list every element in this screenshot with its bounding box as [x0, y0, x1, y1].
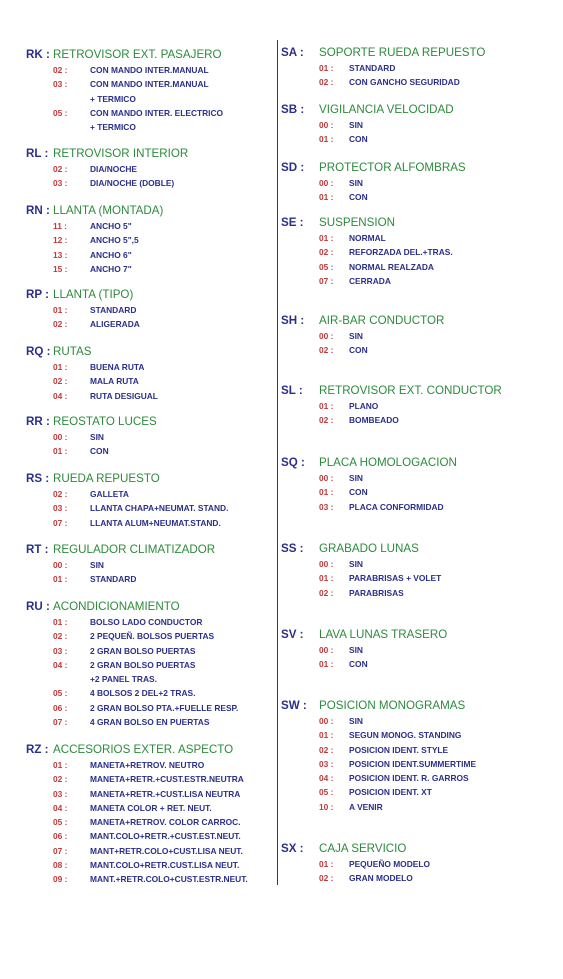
option-item — [26, 248, 163, 262]
option-description: CON — [349, 659, 368, 670]
section-title: RETROVISOR EXT. PASAJERO — [53, 48, 222, 61]
option-item — [281, 231, 453, 245]
option-code: 01 : — [319, 487, 334, 498]
section-heading — [281, 699, 476, 712]
option-code: 04 : — [53, 659, 68, 670]
section-heading — [281, 842, 430, 855]
option-item — [26, 758, 248, 772]
section-code: RP : — [26, 288, 49, 301]
option-code: 02 : — [319, 873, 334, 884]
option-item — [26, 303, 140, 317]
option-code: 00 : — [319, 559, 334, 569]
section-heading — [281, 628, 447, 641]
option-code: 01 : — [319, 659, 334, 670]
section-title: ACCESORIOS EXTER. ASPECTO — [53, 743, 234, 756]
option-item — [26, 63, 223, 77]
option-description: GRAN MODELO — [349, 873, 413, 884]
option-description: SIN — [349, 331, 363, 341]
section-code: SD : — [281, 161, 305, 174]
section-code: SX : — [281, 842, 304, 855]
option-description: 4 BOLSOS 2 DEL+2 TRAS. — [90, 688, 196, 699]
option-code: 03 : — [53, 645, 68, 656]
section-heading — [281, 46, 485, 59]
option-code: 00 : — [319, 716, 334, 726]
option-code: 02 : — [53, 376, 68, 387]
option-description: CON MANDO INTER.MANUAL — [90, 79, 209, 90]
option-description: MANETA+RETROV. NEUTRO — [90, 760, 205, 770]
option-item — [281, 132, 454, 146]
option-description: PEQUEÑO MODELO — [349, 859, 430, 869]
section-code: RS : — [26, 472, 50, 485]
section-heading — [26, 147, 188, 160]
section-title: RUTAS — [53, 345, 92, 358]
option-section — [281, 46, 485, 90]
option-description: CON MANDO INTER.MANUAL — [90, 65, 209, 75]
option-description: CERRADA — [349, 275, 391, 286]
option-code: 01 : — [319, 192, 334, 203]
section-heading — [26, 543, 215, 556]
option-description: BUENA RUTA — [90, 362, 145, 372]
option-description: + TERMICO — [90, 122, 136, 133]
option-item — [281, 657, 447, 671]
option-description: CON — [349, 134, 368, 145]
section-code: SV : — [281, 628, 304, 641]
section-code: RN : — [26, 204, 50, 217]
option-description: ANCHO 5",5 — [90, 235, 139, 246]
option-code: 04 : — [53, 390, 68, 401]
option-item — [281, 245, 453, 259]
option-description: CON — [349, 345, 368, 356]
option-section — [281, 628, 447, 672]
option-description: ANCHO 6" — [90, 249, 132, 260]
option-item — [26, 389, 158, 403]
option-item — [26, 672, 238, 686]
option-code: 01 : — [53, 760, 68, 770]
option-description: SIN — [349, 473, 363, 483]
section-title: AIR-BAR CONDUCTOR — [319, 314, 445, 327]
section-title: CAJA SERVICIO — [319, 842, 407, 855]
option-description: POSICION IDENT. STYLE — [349, 744, 449, 755]
option-code: 02 : — [53, 319, 68, 330]
option-code: 01 : — [53, 446, 68, 457]
option-code: 01 : — [319, 859, 334, 869]
option-section — [281, 384, 502, 428]
option-item — [26, 629, 238, 643]
option-code: 00 : — [319, 473, 334, 483]
option-item — [26, 872, 248, 886]
option-item — [26, 233, 163, 247]
option-code: 02 : — [319, 345, 334, 356]
option-description: LLANTA CHAPA+NEUMAT. STAND. — [90, 503, 229, 514]
option-code: 07 : — [53, 517, 68, 528]
option-code: 06 : — [53, 831, 68, 842]
option-description: MALA RUTA — [90, 376, 139, 387]
section-code: SE : — [281, 216, 304, 229]
option-item — [281, 643, 447, 657]
option-item — [26, 77, 223, 91]
section-heading — [26, 415, 157, 428]
option-description: STANDARD — [90, 574, 137, 585]
option-description: 2 GRAN BOLSO PUERTAS — [90, 645, 196, 656]
option-code: 15 : — [53, 263, 68, 274]
option-item — [281, 743, 476, 757]
section-code: RK : — [26, 48, 50, 61]
option-code: 03 : — [53, 79, 68, 90]
option-item — [281, 413, 502, 427]
option-item — [26, 120, 223, 134]
option-item — [26, 715, 238, 729]
option-code: 03 : — [53, 178, 68, 189]
option-code: 00 : — [319, 331, 334, 341]
option-code: 04 : — [53, 802, 68, 813]
option-description: 2 GRAN BOLSO PUERTAS — [90, 659, 196, 670]
option-item — [281, 857, 430, 871]
option-description: NORMAL REALZADA — [349, 261, 434, 272]
section-heading — [26, 48, 223, 61]
option-code: 02 : — [319, 744, 334, 755]
option-description: POSICION IDENT. XT — [349, 787, 432, 798]
option-code: 07 : — [53, 845, 68, 856]
option-item — [26, 686, 238, 700]
section-code: RL : — [26, 147, 49, 160]
option-code: 12 : — [53, 235, 68, 246]
option-section — [26, 743, 248, 887]
option-item — [26, 162, 188, 176]
option-code: 09 : — [53, 874, 68, 885]
option-code: 02 : — [53, 65, 68, 75]
section-heading — [26, 204, 163, 217]
option-item — [26, 487, 228, 501]
option-description: MANT.COLO+RETR.CUST.LISA NEUT. — [90, 860, 240, 871]
option-code: 01 : — [319, 730, 334, 741]
option-description: MANT+RETR.COLO+CUST.LISA NEUT. — [90, 845, 243, 856]
section-title: GRABADO LUNAS — [319, 542, 419, 555]
option-code: 01 : — [53, 305, 68, 315]
option-item — [26, 787, 248, 801]
option-description: ALIGERADA — [90, 319, 140, 330]
option-code: 02 : — [53, 774, 68, 785]
option-item — [281, 557, 441, 571]
option-item — [281, 728, 476, 742]
option-item — [26, 374, 158, 388]
option-item — [281, 329, 444, 343]
section-title: PROTECTOR ALFOMBRAS — [319, 161, 466, 174]
option-item — [26, 844, 248, 858]
option-description: SIN — [349, 559, 363, 569]
section-heading — [26, 345, 158, 358]
option-section — [26, 600, 238, 729]
section-title: SUSPENSION — [319, 216, 396, 229]
option-section — [26, 147, 188, 191]
option-description: DIA/NOCHE — [90, 164, 137, 174]
option-item — [26, 772, 248, 786]
section-heading — [281, 542, 441, 555]
option-item — [281, 771, 476, 785]
option-code: 10 : — [319, 801, 334, 812]
section-heading — [281, 384, 502, 397]
option-description: BOLSO LADO CONDUCTOR — [90, 617, 203, 627]
option-section — [26, 472, 228, 530]
option-code: 02 : — [319, 415, 334, 426]
option-description: STANDARD — [90, 305, 137, 315]
option-description: CON — [349, 192, 368, 203]
section-code: SQ : — [281, 456, 305, 469]
option-item — [26, 219, 163, 233]
option-item — [281, 471, 457, 485]
section-code: SW : — [281, 699, 307, 712]
column-divider — [277, 40, 278, 885]
option-item — [26, 829, 248, 843]
option-code: 08 : — [53, 860, 68, 871]
section-title: REGULADOR CLIMATIZADOR — [53, 543, 216, 556]
option-code: 00 : — [319, 120, 334, 130]
option-description: CON — [90, 446, 109, 457]
option-item — [26, 176, 188, 190]
option-item — [26, 644, 238, 658]
option-description: SIN — [90, 432, 104, 442]
option-description: GALLETA — [90, 489, 129, 499]
option-section — [26, 345, 158, 403]
option-section — [26, 204, 163, 276]
section-heading — [26, 600, 238, 613]
option-section — [26, 543, 215, 587]
option-code: 01 : — [53, 574, 68, 585]
option-code: 06 : — [53, 702, 68, 713]
option-item — [26, 858, 248, 872]
section-title: SOPORTE RUEDA REPUESTO — [319, 46, 486, 59]
option-item — [26, 801, 248, 815]
option-description: SEGUN MONOG. STANDING — [349, 730, 462, 741]
section-title: LLANTA (TIPO) — [53, 288, 134, 301]
option-code: 05 : — [53, 817, 68, 828]
option-item — [281, 61, 485, 75]
option-section — [281, 161, 466, 205]
section-title: PLACA HOMOLOGACION — [319, 456, 457, 469]
option-item — [26, 516, 228, 530]
option-code: 01 : — [319, 573, 334, 584]
section-code: RT : — [26, 543, 49, 556]
option-item — [26, 572, 215, 586]
section-title: POSICION MONOGRAMAS — [319, 699, 466, 712]
option-item — [26, 262, 163, 276]
section-title: REOSTATO LUCES — [53, 415, 157, 428]
option-code: 01 : — [319, 233, 334, 243]
option-description: SIN — [349, 178, 363, 188]
option-item — [281, 176, 466, 190]
option-code: 05 : — [319, 261, 334, 272]
option-section — [281, 699, 476, 814]
option-description: + TERMICO — [90, 93, 136, 104]
option-item — [281, 500, 457, 514]
option-item — [281, 190, 466, 204]
option-section — [281, 216, 453, 288]
option-item — [281, 118, 454, 132]
section-title: ACONDICIONAMIENTO — [53, 600, 180, 613]
option-item — [281, 75, 485, 89]
option-description: MANETA COLOR + RET. NEUT. — [90, 802, 212, 813]
section-heading — [281, 456, 457, 469]
option-description: 2 PEQUEÑ. BOLSOS PUERTAS — [90, 631, 215, 642]
option-description: SIN — [349, 120, 363, 130]
option-item — [26, 430, 157, 444]
option-code: 01 : — [319, 134, 334, 145]
option-code: 03 : — [53, 503, 68, 514]
option-description: MANT.+RETR.COLO+CUST.ESTR.NEUT. — [90, 874, 248, 885]
option-section — [281, 842, 430, 886]
option-item — [281, 785, 476, 799]
option-code: 02 : — [319, 587, 334, 598]
option-description: REFORZADA DEL.+TRAS. — [349, 247, 453, 258]
section-heading — [281, 161, 466, 174]
option-section — [281, 456, 457, 514]
option-code: 04 : — [319, 773, 334, 784]
option-description: POSICION IDENT. R. GARROS — [349, 773, 469, 784]
option-section — [281, 314, 444, 358]
section-title: RUEDA REPUESTO — [53, 472, 160, 485]
option-code: 13 : — [53, 249, 68, 260]
option-description: MANT.COLO+RETR.+CUST.EST.NEUT. — [90, 831, 241, 842]
option-code: 05 : — [53, 688, 68, 699]
option-code: 01 : — [53, 362, 68, 372]
option-description: STANDARD — [349, 63, 396, 73]
option-item — [281, 399, 502, 413]
option-item — [281, 274, 453, 288]
option-item — [281, 571, 441, 585]
option-code: 11 : — [53, 221, 67, 231]
option-description: BOMBEADO — [349, 415, 399, 426]
option-code: 03 : — [53, 788, 68, 799]
option-section — [281, 542, 441, 600]
section-heading — [26, 743, 248, 756]
option-code: 02 : — [319, 247, 334, 258]
section-code: SL : — [281, 384, 303, 397]
option-description: 2 GRAN BOLSO PTA.+FUELLE RESP. — [90, 702, 239, 713]
option-item — [281, 800, 476, 814]
section-code: RU : — [26, 600, 50, 613]
option-code: 00 : — [53, 432, 68, 442]
option-item — [281, 586, 441, 600]
option-description: ANCHO 7" — [90, 263, 132, 274]
option-item — [26, 444, 157, 458]
option-item — [26, 701, 238, 715]
option-description: SIN — [349, 716, 363, 726]
option-code: 01 : — [53, 617, 68, 627]
option-item — [26, 106, 223, 120]
section-title: RETROVISOR EXT. CONDUCTOR — [319, 384, 502, 397]
option-description: PLACA CONFORMIDAD — [349, 501, 444, 512]
option-item — [281, 871, 430, 885]
option-item — [281, 757, 476, 771]
option-description: CON MANDO INTER. ELECTRICO — [90, 107, 224, 118]
option-code: 03 : — [319, 501, 334, 512]
option-description: MANETA+RETR.+CUST.ESTR.NEUTRA — [90, 774, 244, 785]
option-item — [26, 658, 238, 672]
option-description: PLANO — [349, 401, 379, 411]
option-code: 02 : — [53, 164, 68, 174]
option-description: CON — [349, 487, 368, 498]
option-code: 01 : — [319, 401, 334, 411]
option-code: 03 : — [319, 758, 334, 769]
option-description: ANCHO 5" — [90, 221, 132, 231]
option-description: A VENIR — [349, 801, 383, 812]
section-title: LAVA LUNAS TRASERO — [319, 628, 448, 641]
section-code: SB : — [281, 103, 305, 116]
option-item — [26, 360, 158, 374]
option-item — [281, 343, 444, 357]
option-item — [26, 558, 215, 572]
option-description: PARABRISAS — [349, 587, 404, 598]
option-code: 01 : — [319, 63, 334, 73]
option-item — [281, 485, 457, 499]
option-code: 00 : — [319, 645, 334, 655]
option-item — [281, 714, 476, 728]
section-code: RR : — [26, 415, 50, 428]
option-code: 05 : — [53, 107, 68, 118]
option-section — [26, 48, 223, 134]
option-description: PARABRISAS + VOLET — [349, 573, 442, 584]
option-code: 00 : — [53, 560, 68, 570]
option-code: 00 : — [319, 178, 334, 188]
option-code: 02 : — [53, 631, 68, 642]
option-description: LLANTA ALUM+NEUMAT.STAND. — [90, 517, 221, 528]
option-description: POSICION IDENT.SUMMERTIME — [349, 758, 477, 769]
option-description: RUTA DESIGUAL — [90, 390, 158, 401]
option-section — [26, 415, 157, 459]
option-item — [26, 815, 248, 829]
section-heading — [26, 472, 228, 485]
section-heading — [26, 288, 140, 301]
section-code: RZ : — [26, 743, 49, 756]
option-description: SIN — [90, 560, 104, 570]
option-item — [26, 501, 228, 515]
option-code: 07 : — [319, 275, 334, 286]
option-section — [281, 103, 454, 147]
option-description: DIA/NOCHE (DOBLE) — [90, 178, 175, 189]
option-code: 05 : — [319, 787, 334, 798]
option-description: +2 PANEL TRAS. — [90, 674, 157, 685]
option-item — [26, 92, 223, 106]
option-description: NORMAL — [349, 233, 386, 243]
option-section — [26, 288, 140, 332]
section-code: SA : — [281, 46, 304, 59]
section-heading — [281, 103, 454, 116]
section-code: SS : — [281, 542, 304, 555]
section-code: SH : — [281, 314, 305, 327]
section-code: RQ : — [26, 345, 51, 358]
section-heading — [281, 314, 444, 327]
option-description: MANETA+RETR.+CUST.LISA NEUTRA — [90, 788, 241, 799]
option-code: 02 : — [53, 489, 68, 499]
option-item — [26, 615, 238, 629]
option-item — [281, 260, 453, 274]
section-heading — [281, 216, 453, 229]
section-title: RETROVISOR INTERIOR — [53, 147, 189, 160]
option-description: MANETA+RETROV. COLOR CARROC. — [90, 817, 241, 828]
option-description: CON GANCHO SEGURIDAD — [349, 77, 460, 88]
section-title: LLANTA (MONTADA) — [53, 204, 164, 217]
option-description: SIN — [349, 645, 363, 655]
option-item — [26, 317, 140, 331]
option-code: 02 : — [319, 77, 334, 88]
section-title: VIGILANCIA VELOCIDAD — [319, 103, 454, 116]
option-code: 07 : — [53, 717, 68, 728]
option-description: 4 GRAN BOLSO EN PUERTAS — [90, 717, 210, 728]
